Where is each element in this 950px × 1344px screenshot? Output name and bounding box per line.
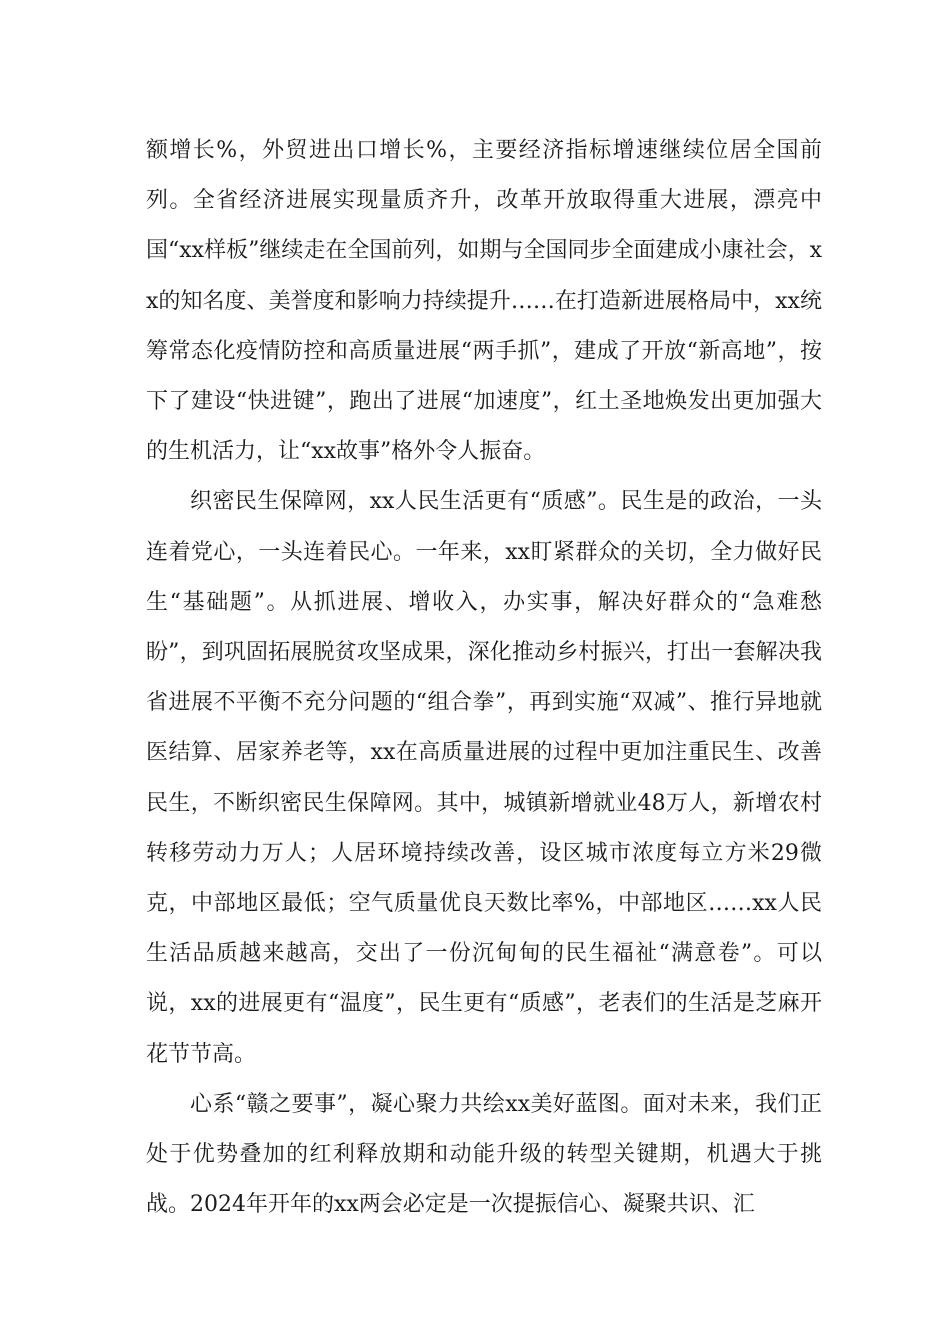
paragraph-3: 心系“赣之要事”，凝心聚力共绘xx美好蓝图。面对未来，我们正处于优势叠加的红利释放期和动能升级的转型关键期，机遇大于挑战。2024年开年的xx两会必定是一次提振信心、凝聚共识、汇 <box>146 1091 822 1218</box>
paragraph-1: 额增长%，外贸进出口增长%，主要经济指标增速继续位居全国前列。全省经济进展实现量质齐升，改革开放取得重大进展，漂亮中国“xx样板”继续走在全国前列，如期与全国同步全面建成小康社会，xx的知名度、美誉度和影响力持续提升……在打造新进展格局中，xx统筹常态化疫情防控和高质量进展“两手抓”，建成了开放“新高地”，按下了建设“快进键”，跑出了进展“加速度”，红土圣地焕发出更加强大的生机活力，让“xx故事”格外令人振奋。 <box>146 138 822 465</box>
paragraph-2: 织密民生保障网，xx人民生活更有“质感”。民生是的政治，一头连着党心，一头连着民心。一年来，xx盯紧群众的关切，全力做好民生“基础题”。从抓进展、增收入，办实事，解决好群众的“急难愁盼”，到巩固拓展脱贫攻坚成果，深化推动乡村振兴，打出一套解决我省进展不平衡不充分问题的“组合拳”，再到实施“双减”、推行异地就医结算、居家养老等，xx在高质量进展的过程中更加注重民生、改善民生，不断织密民生保障网。其中，城镇新增就业48万人，新增农村转移劳动力万人；人居环境持续改善，设区城市浓度每立方米29微克，中部地区最低；空气质量优良天数比率%，中部地区……xx人民生活品质越来越高，交出了一份沉甸甸的民生福祉“满意卷”。可以说，xx的进展更有“温度”，民生更有“质感”，老表们的生活是芝麻开花节节高。 <box>146 489 822 1067</box>
document-body <box>146 126 822 1230</box>
